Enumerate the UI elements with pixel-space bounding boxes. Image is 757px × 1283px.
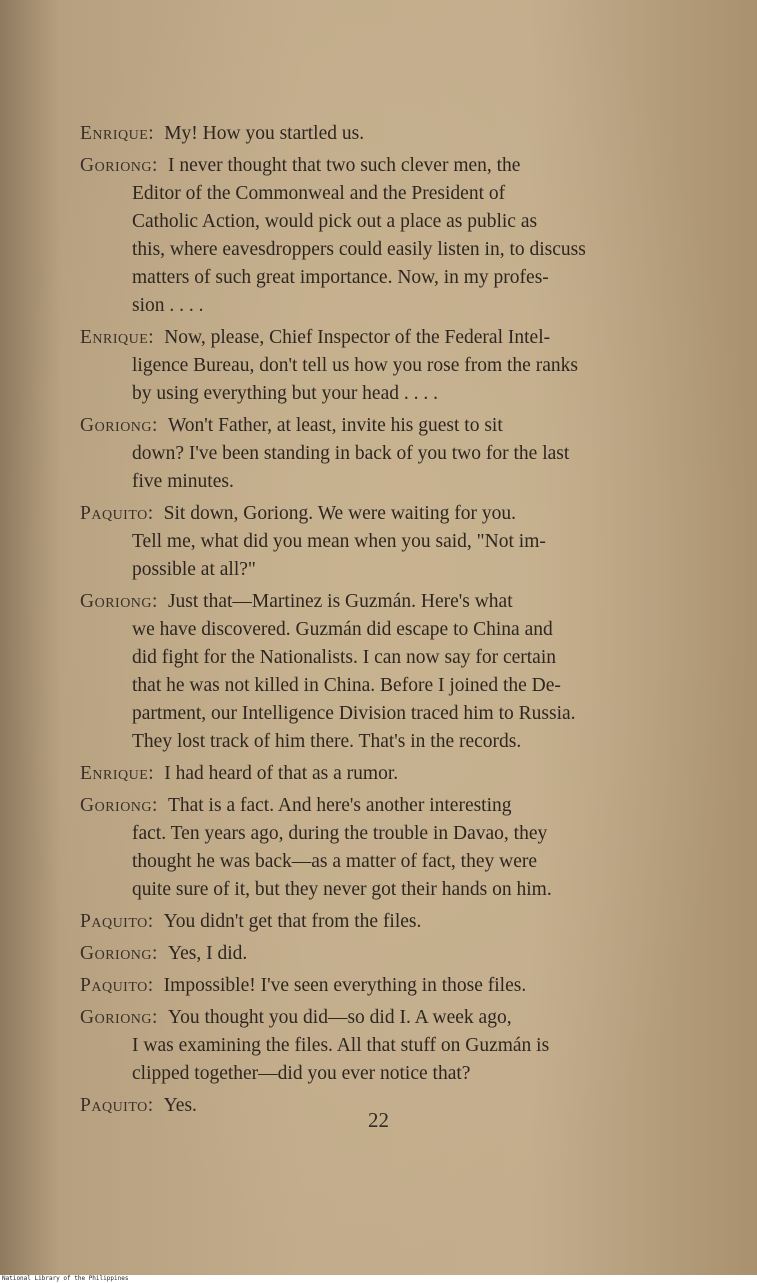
dialogue-line: They lost track of him there. That's in the records. bbox=[132, 731, 522, 752]
speaker-name: Goriong: bbox=[80, 943, 158, 964]
dialogue-entry bbox=[80, 940, 696, 968]
dialogue-line: this, where eavesdroppers could easily listen in, to discuss bbox=[132, 239, 586, 260]
dialogue-line: five minutes. bbox=[132, 471, 234, 492]
dialogue-line: I was examining the files. All that stuff on Guzmán is bbox=[132, 1035, 550, 1056]
dialogue-line: Won't Father, at least, invite his guest to sit bbox=[167, 415, 503, 436]
dialogue-line: Yes. bbox=[163, 1095, 197, 1116]
dialogue-line: My! How you startled us. bbox=[164, 123, 365, 144]
speaker-name: Paquito: bbox=[80, 503, 154, 524]
dialogue-line: Catholic Action, would pick out a place as public as bbox=[132, 211, 538, 232]
dialogue-entry bbox=[80, 500, 696, 584]
dialogue-line: Yes, I did. bbox=[167, 943, 248, 964]
dialogue-line: fact. Ten years ago, during the trouble in Davao, they bbox=[132, 823, 548, 844]
dialogue-entry bbox=[80, 152, 696, 320]
dialogue-line: Sit down, Goriong. We were waiting for you. bbox=[163, 503, 516, 524]
dialogue-entry bbox=[80, 908, 696, 936]
dialogue-entry bbox=[80, 1004, 696, 1088]
dialogue-line: did fight for the Nationalists. I can now say for certain bbox=[132, 647, 557, 668]
dialogue-entry bbox=[80, 792, 696, 904]
speaker-name: Goriong: bbox=[80, 591, 158, 612]
dialogue-line: Impossible! I've seen everything in those files. bbox=[163, 975, 527, 996]
dialogue-text bbox=[80, 120, 696, 1124]
speaker-name: Paquito: bbox=[80, 975, 154, 996]
dialogue-line: Now, please, Chief Inspector of the Federal Intel- bbox=[164, 327, 551, 348]
speaker-name: Paquito: bbox=[80, 1095, 154, 1116]
speaker-name: Goriong: bbox=[80, 415, 158, 436]
speaker-name: Enrique: bbox=[80, 763, 155, 784]
speaker-name: Enrique: bbox=[80, 123, 155, 144]
dialogue-line: down? I've been standing in back of you two for the last bbox=[132, 443, 570, 464]
dialogue-line: possible at all?" bbox=[132, 559, 256, 580]
dialogue-line: That is a fact. And here's another interesting bbox=[167, 795, 512, 816]
dialogue-line: Just that—Martinez is Guzmán. Here's what bbox=[167, 591, 513, 612]
speaker-name: Enrique: bbox=[80, 327, 155, 348]
dialogue-line: clipped together—did you ever notice that? bbox=[132, 1063, 471, 1084]
dialogue-line: You thought you did—so did I. A week ago, bbox=[167, 1007, 512, 1028]
dialogue-entry bbox=[80, 412, 696, 496]
dialogue-line: You didn't get that from the files. bbox=[163, 911, 422, 932]
dialogue-entry bbox=[80, 972, 696, 1000]
speaker-name: Paquito: bbox=[80, 911, 154, 932]
dialogue-line: that he was not killed in China. Before I joined the De- bbox=[132, 675, 561, 696]
dialogue-entry bbox=[80, 324, 696, 408]
dialogue-line: by using everything but your head . . . . bbox=[132, 383, 438, 404]
dialogue-line: we have discovered. Guzmán did escape to China and bbox=[132, 619, 553, 640]
speaker-name: Goriong: bbox=[80, 155, 158, 176]
dialogue-entry bbox=[80, 588, 696, 756]
page-number: 22 bbox=[368, 1108, 389, 1132]
dialogue-line: partment, our Intelligence Division traced him to Russia. bbox=[132, 703, 576, 724]
dialogue-line: matters of such great importance. Now, in my profes- bbox=[132, 267, 549, 288]
dialogue-line: I had heard of that as a rumor. bbox=[164, 763, 399, 784]
speaker-name: Goriong: bbox=[80, 795, 158, 816]
dialogue-line: sion . . . . bbox=[132, 295, 204, 316]
dialogue-line: Tell me, what did you mean when you said, "Not im- bbox=[132, 531, 546, 552]
speaker-name: Goriong: bbox=[80, 1007, 158, 1028]
dialogue-line: quite sure of it, but they never got their hands on him. bbox=[132, 879, 552, 900]
dialogue-line: ligence Bureau, don't tell us how you rose from the ranks bbox=[132, 355, 578, 376]
dialogue-line: I never thought that two such clever men, the bbox=[167, 155, 521, 176]
dialogue-line: Editor of the Commonweal and the President of bbox=[132, 183, 506, 204]
dialogue-entry bbox=[80, 120, 696, 148]
library-footer: National Library of the Philippines bbox=[0, 1275, 757, 1283]
dialogue-entry bbox=[80, 760, 696, 788]
dialogue-line: thought he was back—as a matter of fact, they were bbox=[132, 851, 538, 872]
